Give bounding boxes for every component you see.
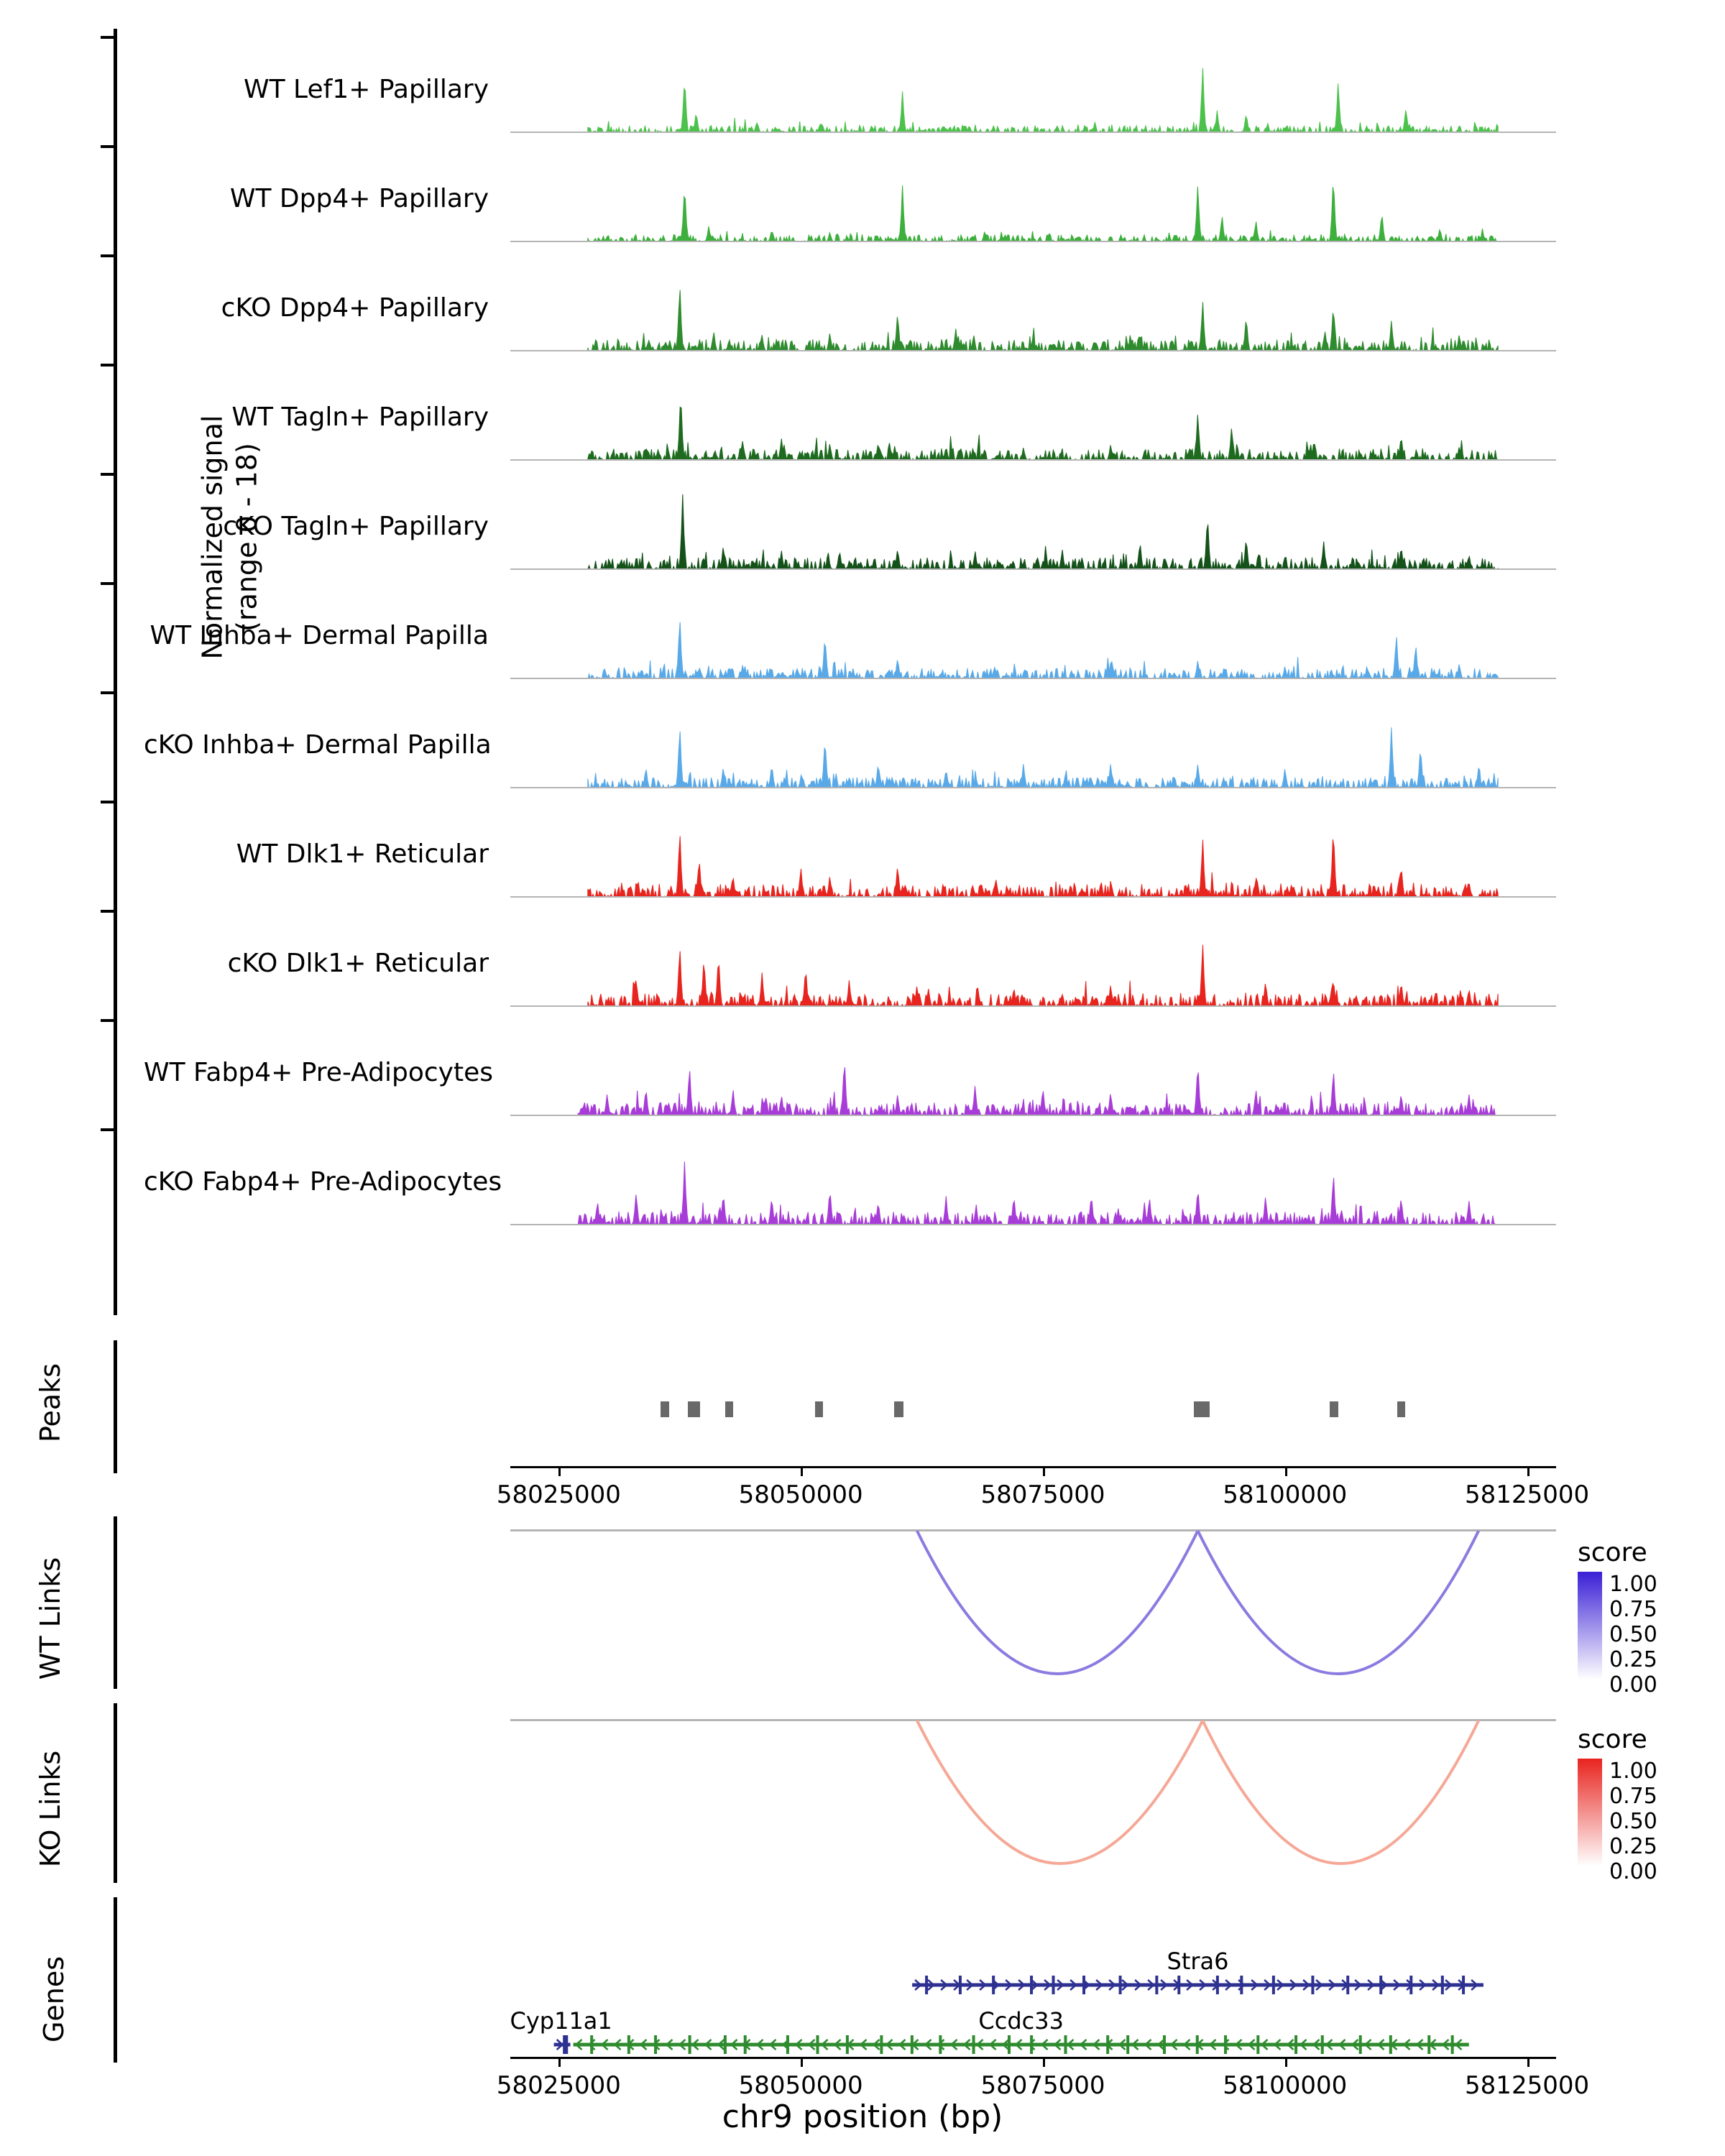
x-axis-tick	[1043, 2057, 1045, 2067]
legend-tick: 1.00	[1609, 1572, 1657, 1597]
legend-tick: 0.75	[1609, 1597, 1657, 1622]
ko-links-legend-title: score	[1578, 1725, 1647, 1754]
wt-links-legend	[1578, 1538, 1725, 1697]
y-axis-tick	[101, 1128, 114, 1131]
track-label: WT Inhba+ Dermal Papilla	[150, 621, 489, 650]
gene-exon	[1155, 1976, 1158, 1994]
x-axis-tick-label: 58100000	[1223, 2071, 1348, 2100]
x-axis-tick	[1043, 1466, 1045, 1476]
gene-exon	[1256, 2035, 1259, 2054]
y-axis-tick	[101, 910, 114, 913]
x-axis-line-lower	[510, 2057, 1556, 2059]
x-axis-tick	[1285, 2057, 1287, 2067]
peak-marker	[1194, 1401, 1210, 1417]
gene-exon	[689, 2035, 691, 2054]
gene-exon	[1379, 1976, 1382, 1994]
track-label: cKO Tagln+ Papillary	[223, 512, 489, 541]
x-axis-tick-label: 58025000	[496, 2071, 621, 2100]
coverage-track	[510, 1037, 1556, 1116]
coverage-track	[510, 600, 1556, 679]
gene-exon	[1216, 1976, 1219, 1994]
track-label: cKO Inhba+ Dermal Papilla	[144, 730, 492, 760]
track-label: WT Tagln+ Papillary	[231, 402, 489, 432]
track-baseline	[510, 678, 1556, 679]
gene-name-label: Ccdc33	[978, 2007, 1064, 2035]
gene-exon	[1441, 1976, 1444, 1994]
peak-marker	[1330, 1401, 1338, 1417]
y-axis-tick	[101, 582, 114, 585]
link-arc	[917, 1531, 1198, 1674]
x-axis-tick-label: 58050000	[738, 1480, 863, 1509]
gene-name-label: Cyp11a1	[510, 2007, 612, 2035]
gene-exon	[1082, 1976, 1085, 1994]
gene-exon	[1064, 2035, 1067, 2054]
gene-exon	[959, 1976, 962, 1994]
track-label: WT Lef1+ Papillary	[244, 75, 489, 104]
peak-marker	[688, 1401, 701, 1417]
gene-exon	[590, 2035, 593, 2054]
peaks-track	[510, 1401, 1556, 1423]
legend-tick: 0.50	[1609, 1809, 1657, 1834]
coverage-track	[510, 709, 1556, 788]
gene-exon	[992, 1976, 995, 1994]
gene-exon	[565, 2035, 568, 2054]
gene-exon	[1030, 2035, 1033, 2054]
coverage-track	[510, 382, 1556, 461]
x-axis-tick-label: 58075000	[980, 1480, 1105, 1509]
gene-exon	[1272, 1976, 1275, 1994]
x-axis-title: chr9 position (bp)	[722, 2099, 1003, 2135]
track-baseline	[510, 241, 1556, 242]
coverage-track	[510, 491, 1556, 570]
gene-exon	[627, 2035, 630, 2054]
wt-links-legend-colorbar	[1578, 1572, 1602, 1680]
track-baseline	[510, 1115, 1556, 1116]
legend-tick: 1.00	[1609, 1759, 1657, 1784]
ko-links-legend	[1578, 1725, 1725, 1884]
track-label: WT Dpp4+ Papillary	[229, 184, 489, 213]
gene-exon	[654, 2035, 657, 2054]
gene-exon	[744, 2035, 747, 2054]
legend-tick: 0.75	[1609, 1784, 1657, 1809]
gene-exon	[1163, 2035, 1166, 2054]
gene-exon	[846, 2035, 849, 2054]
gene-exon	[724, 2035, 727, 2054]
y-axis-tick	[101, 691, 114, 694]
gene-exon	[786, 2035, 789, 2054]
legend-tick: 0.00	[1609, 1672, 1657, 1697]
gene-exon	[1294, 2035, 1297, 2054]
gene-exon	[972, 2035, 975, 2054]
y-axis-title-line2: (range 0 - 18)	[231, 443, 262, 632]
gene-exon	[1427, 2035, 1430, 2054]
genes-axis-spine	[114, 1897, 117, 2063]
peaks-axis-spine	[114, 1340, 117, 1473]
gene-exon	[1106, 2035, 1109, 2054]
gene-exon	[1409, 1976, 1412, 1994]
coverage-track	[510, 928, 1556, 1007]
x-axis-tick-label: 58100000	[1223, 1480, 1348, 1509]
x-axis-tick	[558, 2057, 561, 2067]
gene-exon	[1126, 2035, 1129, 2054]
y-axis-tick	[101, 145, 114, 148]
y-axis-title-line1: Normalized signal	[196, 415, 229, 660]
gene-exon	[1196, 2035, 1199, 2054]
coverage-track	[510, 272, 1556, 351]
peak-marker	[815, 1401, 823, 1417]
gene-exon	[911, 2035, 914, 2054]
ko-links-axis-spine	[114, 1703, 117, 1883]
link-arc	[917, 1720, 1202, 1864]
y-axis-tick	[101, 364, 114, 367]
track-label: cKO Dlk1+ Reticular	[227, 949, 489, 978]
peak-marker	[661, 1401, 669, 1417]
track-baseline	[510, 459, 1556, 461]
legend-tick: 0.00	[1609, 1859, 1657, 1884]
peak-marker	[725, 1401, 733, 1417]
legend-tick: 0.25	[1609, 1834, 1657, 1859]
track-label: WT Fabp4+ Pre-Adipocytes	[144, 1058, 493, 1087]
coverage-axis-spine	[114, 29, 117, 1315]
coverage-track	[510, 54, 1556, 133]
legend-tick: 0.50	[1609, 1622, 1657, 1647]
track-baseline	[510, 1005, 1556, 1007]
track-baseline	[510, 896, 1556, 898]
y-axis-tick	[101, 36, 114, 39]
wt-links-axis-spine	[114, 1516, 117, 1689]
y-axis-tick	[101, 1019, 114, 1022]
gene-exon	[1240, 1976, 1243, 1994]
gene-exon	[1119, 1976, 1122, 1994]
coverage-track	[510, 1146, 1556, 1225]
coverage-track	[510, 163, 1556, 242]
track-label: WT Dlk1+ Reticular	[236, 839, 489, 869]
genes-section-label: Genes	[38, 1955, 70, 2043]
x-axis-tick	[801, 1466, 803, 1476]
gene-exon	[1311, 1976, 1314, 1994]
gene-exon	[1462, 1976, 1465, 1994]
x-axis-tick-label: 58025000	[496, 1480, 621, 1509]
legend-tick: 0.25	[1609, 1647, 1657, 1672]
coverage-track	[510, 819, 1556, 898]
x-axis-tick-label: 58125000	[1465, 1480, 1590, 1509]
gene-exon	[1389, 2035, 1392, 2054]
gene-exon	[1030, 1976, 1033, 1994]
ko-links-legend-ticks	[1609, 1759, 1657, 1884]
gene-exon	[1346, 1976, 1349, 1994]
wt-links-arcs	[510, 1529, 1556, 1687]
genes-track	[510, 1897, 1556, 2063]
gene-exon	[1321, 2035, 1324, 2054]
peak-marker	[894, 1401, 903, 1417]
y-axis-tick	[101, 801, 114, 803]
ko-links-legend-colorbar	[1578, 1759, 1602, 1866]
track-baseline	[510, 568, 1556, 570]
x-axis-tick	[801, 2057, 803, 2067]
track-label: cKO Fabp4+ Pre-Adipocytes	[144, 1167, 502, 1197]
track-baseline	[510, 132, 1556, 133]
track-baseline	[510, 1224, 1556, 1225]
x-axis-tick	[1527, 2057, 1530, 2067]
peaks-section-label: Peaks	[34, 1363, 66, 1443]
wt-links-legend-title: score	[1578, 1538, 1647, 1567]
x-axis-tick	[1285, 1466, 1287, 1476]
track-baseline	[510, 350, 1556, 351]
y-axis-tick	[101, 473, 114, 476]
wt-links-section-label: WT Links	[34, 1557, 66, 1680]
gene-exon	[1052, 1976, 1055, 1994]
x-axis-line-upper	[510, 1466, 1556, 1468]
ko-links-section-label: KO Links	[34, 1750, 66, 1868]
gene-exon	[880, 2035, 883, 2054]
gene-exon	[1008, 2035, 1011, 2054]
gene-name-label: Stra6	[1167, 1948, 1229, 1975]
gene-exon	[1177, 1976, 1180, 1994]
gene-exon	[939, 2035, 942, 2054]
gene-exon	[925, 1976, 928, 1994]
gene-exon	[1359, 2035, 1362, 2054]
ko-links-arcs	[510, 1719, 1556, 1877]
wt-links-legend-ticks	[1609, 1572, 1657, 1697]
gene-exon	[1224, 2035, 1227, 2054]
y-axis-tick	[101, 254, 114, 257]
x-axis-tick-label: 58075000	[980, 2071, 1105, 2100]
link-arc	[1198, 1531, 1479, 1674]
gene-exon	[816, 2035, 819, 2054]
peak-marker	[1397, 1401, 1405, 1417]
track-label: cKO Dpp4+ Papillary	[221, 293, 489, 323]
x-axis-tick-label: 58125000	[1465, 2071, 1590, 2100]
link-arc	[1202, 1720, 1478, 1864]
track-baseline	[510, 787, 1556, 788]
gene-exon	[1451, 2035, 1454, 2054]
x-axis-tick-label: 58050000	[738, 2071, 863, 2100]
x-axis-tick	[558, 1466, 561, 1476]
x-axis-tick	[1527, 1466, 1530, 1476]
